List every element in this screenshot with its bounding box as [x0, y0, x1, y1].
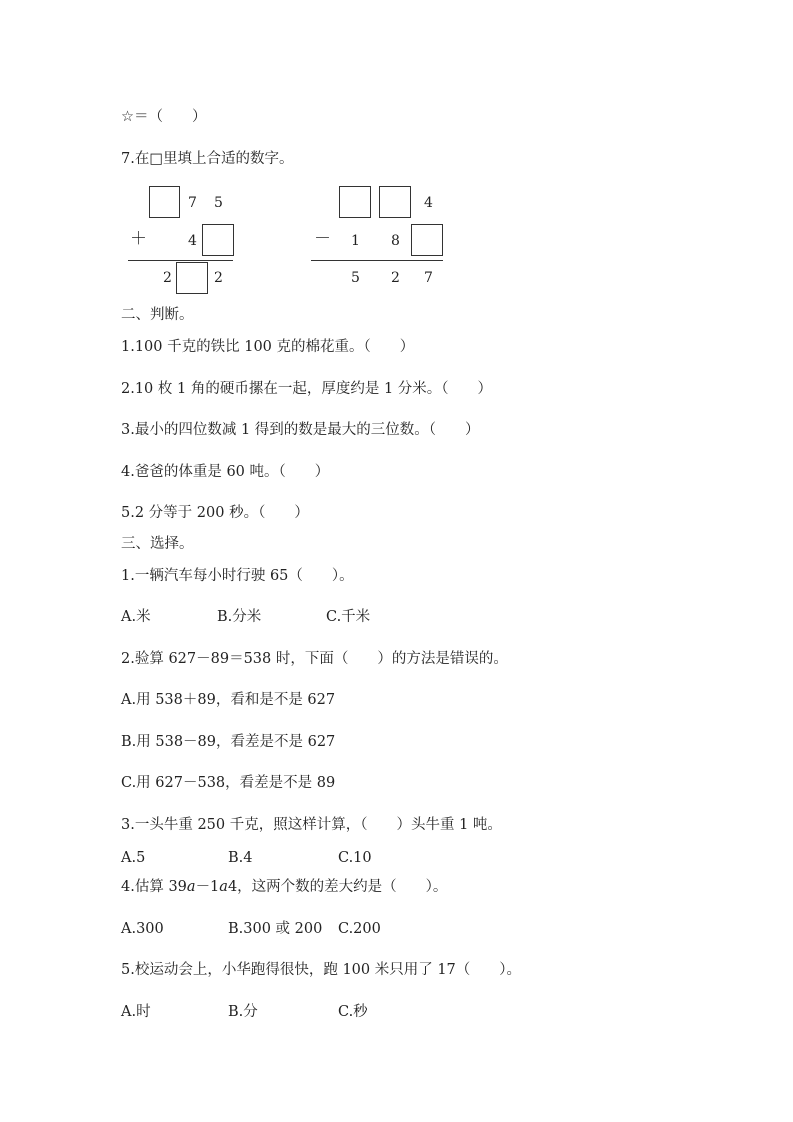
- section3-heading: 三、选择。: [121, 536, 194, 552]
- digit: 2: [214, 270, 223, 286]
- option-c[interactable]: C.用 627－538，看差是不是 89: [121, 775, 336, 791]
- answer-box[interactable]: [339, 186, 371, 218]
- digit: 5: [351, 270, 360, 286]
- stem-text: 4.估算 39: [121, 879, 187, 895]
- q6-star-answer-line: ☆＝（ ）: [121, 109, 207, 125]
- option-b[interactable]: B.用 538－89，看差是不是 627: [121, 734, 336, 750]
- difference-line: [311, 260, 443, 261]
- option-b[interactable]: B.300 或 200: [228, 921, 323, 937]
- option-b[interactable]: B.4: [228, 850, 253, 866]
- judge-item: 4.爸爸的体重是 60 吨。（ ）: [121, 464, 330, 480]
- option-b[interactable]: B.分米: [217, 609, 262, 625]
- option-b[interactable]: B.分: [228, 1004, 258, 1020]
- digit: 5: [214, 195, 223, 211]
- variable-a: a: [219, 879, 228, 895]
- variable-a: a: [186, 879, 196, 895]
- choice-question-5: 5.校运动会上，小华跑得很快，跑 100 米只用了 17（ ）。: [121, 962, 522, 978]
- digit: 2: [163, 270, 172, 286]
- choice-question-4: [121, 878, 447, 896]
- digit: 7: [424, 270, 433, 286]
- answer-box[interactable]: [202, 224, 234, 256]
- minus-sign: －: [314, 229, 331, 249]
- answer-box[interactable]: [176, 262, 208, 294]
- option-a[interactable]: A.300: [121, 921, 164, 937]
- stem-text: －1: [195, 879, 220, 895]
- answer-box[interactable]: [411, 224, 443, 256]
- section2-heading: 二、判断。: [121, 307, 194, 323]
- choice-question-3: 3.一头牛重 250 千克，照这样计算，（ ）头牛重 1 吨。: [121, 817, 502, 833]
- q7-prompt: 7.在□里填上合适的数字。: [121, 151, 294, 167]
- answer-box[interactable]: [379, 186, 411, 218]
- digit: 8: [391, 233, 400, 249]
- option-c[interactable]: C.秒: [338, 1004, 368, 1020]
- judge-item: 3.最小的四位数减 1 得到的数是最大的三位数。（ ）: [121, 422, 480, 438]
- sum-line: [128, 260, 233, 261]
- digit: 7: [188, 195, 197, 211]
- option-a[interactable]: A.米: [121, 609, 151, 625]
- judge-item: 2.10 枚 1 角的硬币摞在一起，厚度约是 1 分米。（ ）: [121, 381, 493, 397]
- digit: 4: [424, 195, 433, 211]
- digit: 1: [351, 233, 360, 249]
- option-a[interactable]: A.5: [121, 850, 146, 866]
- judge-item: 5.2 分等于 200 秒。（ ）: [121, 505, 309, 521]
- choice-question-1: 1.一辆汽车每小时行驶 65（ ）。: [121, 568, 354, 584]
- answer-box[interactable]: [149, 186, 180, 218]
- option-c[interactable]: C.10: [338, 850, 372, 866]
- choice-question-2: 2.验算 627－89＝538 时，下面（ ）的方法是错误的。: [121, 651, 508, 667]
- option-c[interactable]: C.千米: [326, 609, 371, 625]
- plus-sign: ＋: [130, 229, 147, 249]
- option-a[interactable]: A.时: [121, 1004, 151, 1020]
- option-c[interactable]: C.200: [338, 921, 381, 937]
- digit: 2: [391, 270, 400, 286]
- stem-text: 4，这两个数的差大约是（ ）。: [227, 879, 448, 895]
- option-a[interactable]: A.用 538＋89，看和是不是 627: [121, 692, 336, 708]
- judge-item: 1.100 千克的铁比 100 克的棉花重。（ ）: [121, 339, 415, 355]
- digit: 4: [188, 233, 197, 249]
